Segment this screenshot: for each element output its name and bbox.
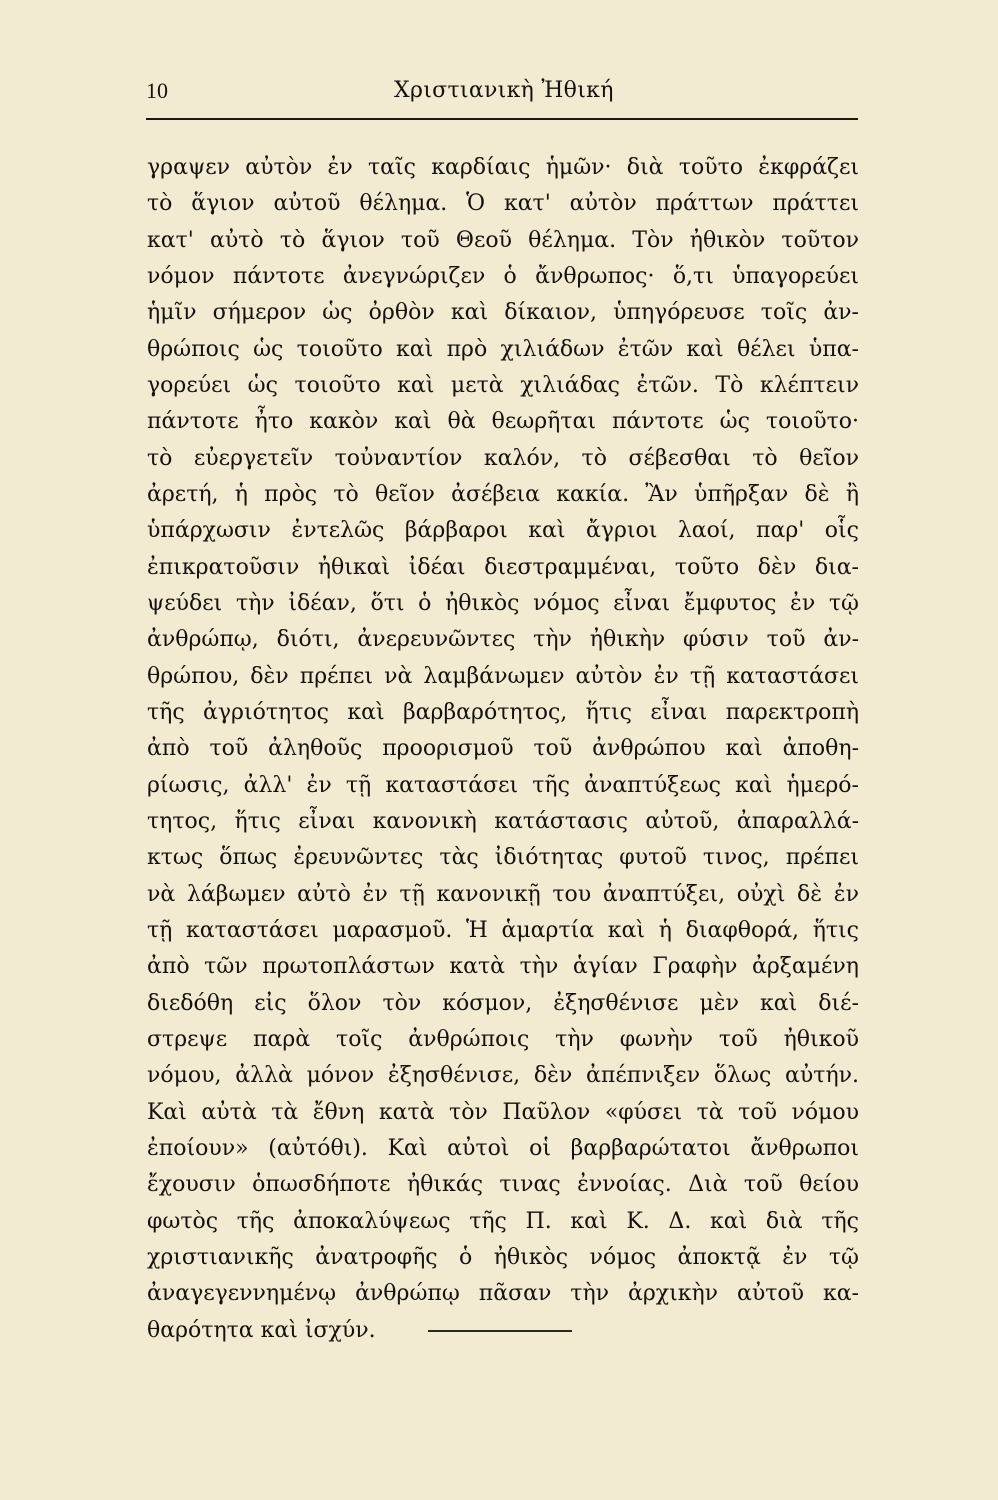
text-line: ἔχουσιν ὁπωσδήποτε ἠθικάς τινας ἐννοίας. Διὰ τοῦ θείου [147,1172,859,1198]
body-text [147,150,859,1349]
page-header [146,78,858,112]
running-title: Χριστιανικὴ Ἠθική [394,78,614,103]
text-line: διεδόθη εἰς ὅλον τὸν κόσμον, ἐξησθένισε μὲν καὶ διέ- [147,990,859,1016]
header-rule [146,118,858,120]
text-line: ἡμῖν σήμερον ὡς ὀρθὸν καὶ δίκαιον, ὑπηγόρευσε τοῖς ἀν- [147,300,859,326]
text-line: κατ' αὐτὸ τὸ ἅγιον τοῦ Θεοῦ θέλημα. Τὸν ἠθικὸν τοῦτον [147,227,859,253]
page-number: 10 [146,78,168,103]
text-line: γορεύει ὡς τοιοῦτο καὶ μετὰ χιλιάδας ἐτῶν. Τὸ κλέπτειν [147,372,859,398]
text-line: ρίωσις, ἀλλ' ἐν τῇ καταστάσει τῆς ἀναπτύξεως καὶ ἡμερό- [147,772,859,798]
text-line: ἀνθρώπῳ, διότι, ἀνερευνῶντες τὴν ἠθικὴν φύσιν τοῦ ἀν- [147,627,859,653]
text-line: ἀρετή, ἡ πρὸς τὸ θεῖον ἀσέβεια κακία. Ἂν ὑπῆρξαν δὲ ἢ [147,481,859,507]
text-line: φωτὸς τῆς ἀποκαλύψεως τῆς Π. καὶ Κ. Δ. καὶ διὰ τῆς [147,1208,859,1234]
text-line: τὸ εὐεργετεῖν τοὐναντίον καλόν, τὸ σέβεσθαι τὸ θεῖον [147,445,859,471]
text-line: ἀπὸ τοῦ ἀληθοῦς προορισμοῦ τοῦ ἀνθρώπου καὶ ἀποθη- [147,736,859,762]
text-line: ἐπικρατοῦσιν ἠθικαὶ ἰδέαι διεστραμμέναι, τοῦτο δὲν δια- [147,554,859,580]
footnote-rule [428,1330,572,1332]
text-line: χριστιανικῆς ἀνατροφῆς ὁ ἠθικὸς νόμος ἀποκτᾷ ἐν τῷ [147,1244,859,1270]
text-line: πάντοτε ἦτο κακὸν καὶ θὰ θεωρῆται πάντοτε ὡς τοιοῦτο· [147,409,859,435]
text-line: τητος, ἥτις εἶναι κανονικὴ κατάστασις αὐτοῦ, ἀπαραλλά- [147,808,859,834]
text-line: ἀπὸ τῶν πρωτοπλάστων κατὰ τὴν ἁγίαν Γραφὴν ἀρξαμένη [147,954,859,980]
text-line: τῇ καταστάσει μαρασμοῦ. Ἡ ἁμαρτία καὶ ἡ διαφθορά, ἥτις [147,917,859,943]
text-line: τῆς ἀγριότητος καὶ βαρβαρότητος, ἥτις εἶναι παρεκτροπὴ [147,699,859,725]
text-line: Καὶ αὐτὰ τὰ ἔθνη κατὰ τὸν Παῦλον «φύσει τὰ τοῦ νόμου [147,1099,859,1125]
text-line: θαρότητα καὶ ἰσχύν. [147,1317,376,1343]
text-line: ψεύδει τὴν ἰδέαν, ὅτι ὁ ἠθικὸς νόμος εἶναι ἔμφυτος ἐν τῷ [147,590,859,616]
text-line: γραψεν αὐτὸν ἐν ταῖς καρδίαις ἡμῶν· διὰ τοῦτο ἐκφράζει [147,155,859,180]
text-line: νόμον πάντοτε ἀνεγνώριζεν ὁ ἄνθρωπος· ὅ,τι ὑπαγορεύει [147,263,859,289]
text-line: κτως ὅπως ἐρευνῶντες τὰς ἰδιότητας φυτοῦ τινος, πρέπει [147,845,859,871]
text-line: θρώποις ὡς τοιοῦτο καὶ πρὸ χιλιάδων ἐτῶν καὶ θέλει ὑπα- [147,336,859,362]
text-line: ὑπάρχωσιν ἐντελῶς βάρβαροι καὶ ἄγριοι λαοί, παρ' οἷς [147,518,859,544]
text-line: ἐποίουν» (αὐτόθι). Καὶ αὐτοὶ οἱ βαρβαρώτατοι ἄνθρωποι [147,1135,859,1161]
text-line: νὰ λάβωμεν αὐτὸ ἐν τῇ κανονικῇ του ἀναπτύξει, οὐχὶ δὲ ἐν [147,881,859,907]
text-line: στρεψε παρὰ τοῖς ἀνθρώποις τὴν φωνὴν τοῦ ἠθικοῦ [147,1026,859,1052]
text-line: θρώπου, δὲν πρέπει νὰ λαμβάνωμεν αὐτὸν ἐν τῇ καταστάσει [147,663,859,689]
text-line: ἀναγεγεννημένῳ ἀνθρώπῳ πᾶσαν τὴν ἀρχικὴν αὐτοῦ κα- [147,1281,859,1307]
text-line: τὸ ἅγιον αὐτοῦ θέλημα. Ὁ κατ' αὐτὸν πράττων πράττει [147,191,859,217]
text-line: νόμου, ἀλλὰ μόνον ἐξησθένισε, δὲν ἀπέπνιξεν ὅλως αὐτήν. [147,1063,859,1089]
